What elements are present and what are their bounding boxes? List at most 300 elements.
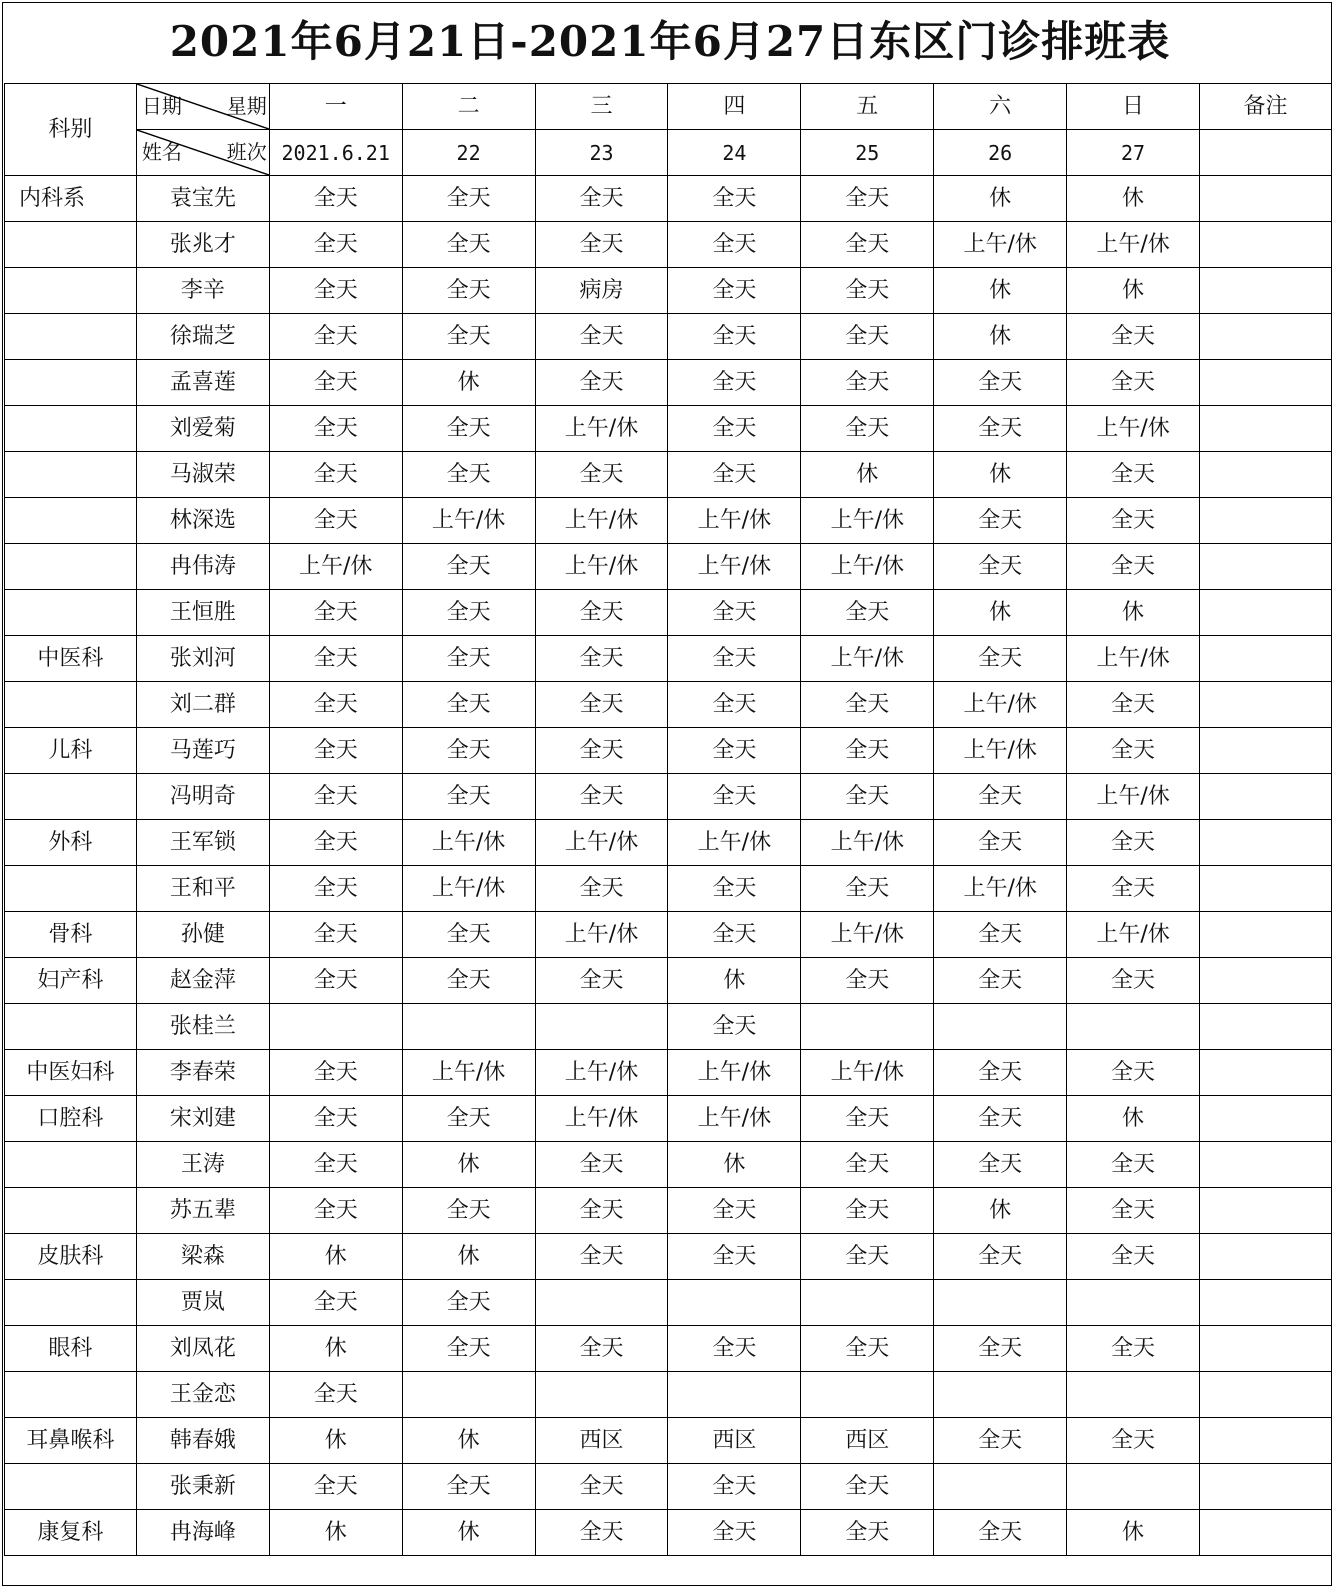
table-row: [5, 1372, 1332, 1418]
shift-cell: 全天: [801, 728, 934, 774]
shift-cell: 全天: [269, 820, 402, 866]
dept-cell: [5, 1142, 137, 1188]
shift-cell: 全天: [668, 360, 801, 406]
weekday-cell: 二: [402, 84, 535, 130]
shift-cell: 全天: [269, 728, 402, 774]
shift-cell: 全天: [269, 636, 402, 682]
shift-cell: 全天: [269, 314, 402, 360]
remark-cell: [1200, 1188, 1332, 1234]
remark-cell: [1200, 774, 1332, 820]
shift-cell: 全天: [402, 314, 535, 360]
shift-cell: 上午/休: [535, 820, 668, 866]
shift-cell: 全天: [269, 498, 402, 544]
shift-cell: 上午/休: [1067, 222, 1200, 268]
name-cell: 马淑荣: [136, 452, 269, 498]
remark-cell: [1200, 360, 1332, 406]
dept-cell: 内科系: [5, 176, 137, 222]
name-cell: 冯明奇: [136, 774, 269, 820]
shift-cell: [801, 1280, 934, 1326]
shift-cell: 全天: [668, 1510, 801, 1556]
shift-cell: 全天: [269, 912, 402, 958]
shift-cell: 全天: [934, 1096, 1067, 1142]
name-cell: 王涛: [136, 1142, 269, 1188]
remark-cell: [1200, 1234, 1332, 1280]
shift-cell: 全天: [801, 1142, 934, 1188]
shift-cell: 全天: [402, 452, 535, 498]
shift-cell: 全天: [668, 774, 801, 820]
name-label: 姓名: [141, 140, 182, 164]
remark-cell: [1200, 1280, 1332, 1326]
shift-cell: 全天: [535, 1142, 668, 1188]
shift-cell: [1067, 1372, 1200, 1418]
remark-cell: [1200, 682, 1332, 728]
shift-cell: 全天: [402, 1326, 535, 1372]
remark-cell: [1200, 498, 1332, 544]
shift-cell: 全天: [269, 360, 402, 406]
dept-cell: 皮肤科: [5, 1234, 137, 1280]
shift-cell: 全天: [269, 1280, 402, 1326]
dept-cell: [5, 406, 137, 452]
shift-cell: 全天: [934, 1050, 1067, 1096]
shift-cell: 全天: [535, 360, 668, 406]
shift-cell: 全天: [934, 1510, 1067, 1556]
shift-cell: 全天: [934, 544, 1067, 590]
remark-cell: [1200, 590, 1332, 636]
shift-cell: 全天: [668, 636, 801, 682]
dept-cell: [5, 360, 137, 406]
shift-cell: 全天: [934, 1234, 1067, 1280]
name-cell: 李春荣: [136, 1050, 269, 1096]
shift-cell: 全天: [1067, 1188, 1200, 1234]
name-cell: 贾岚: [136, 1280, 269, 1326]
shift-cell: 休: [269, 1418, 402, 1464]
shift-cell: 全天: [402, 1096, 535, 1142]
shift-cell: 休: [1067, 268, 1200, 314]
remark-cell: [1200, 1096, 1332, 1142]
shift-cell: 全天: [1067, 682, 1200, 728]
shift-cell: 全天: [801, 866, 934, 912]
shift-cell: 全天: [801, 682, 934, 728]
shift-cell: [402, 1372, 535, 1418]
shift-cell: 休: [269, 1234, 402, 1280]
shift-cell: 全天: [934, 912, 1067, 958]
shift-cell: 全天: [535, 1234, 668, 1280]
shift-cell: 上午/休: [668, 1050, 801, 1096]
shift-cell: 全天: [402, 1464, 535, 1510]
shift-cell: 全天: [801, 1188, 934, 1234]
table-row: [5, 912, 1332, 958]
shift-cell: 全天: [668, 1464, 801, 1510]
name-cell: 刘二群: [136, 682, 269, 728]
shift-cell: 休: [1067, 590, 1200, 636]
shift-cell: 上午/休: [1067, 636, 1200, 682]
date-cell: 2021.6.21: [269, 130, 402, 176]
page-title: 2021年6月21日-2021年6月27日东区门诊排班表: [169, 17, 1171, 66]
dept-cell: 中医妇科: [5, 1050, 137, 1096]
shift-cell: 全天: [1067, 498, 1200, 544]
dept-cell: [5, 314, 137, 360]
remark-cell: [1200, 544, 1332, 590]
shift-cell: 西区: [535, 1418, 668, 1464]
remark-cell: [1200, 222, 1332, 268]
dept-cell: 康复科: [5, 1510, 137, 1556]
shift-cell: 全天: [1067, 866, 1200, 912]
shift-cell: 全天: [269, 406, 402, 452]
table-row: [5, 1050, 1332, 1096]
table-row: [5, 1326, 1332, 1372]
date-cell: 26: [934, 130, 1067, 176]
shift-cell: [535, 1372, 668, 1418]
shift-cell: 全天: [269, 682, 402, 728]
remark-cell: [1200, 820, 1332, 866]
shift-cell: 全天: [668, 314, 801, 360]
shift-cell: [801, 1372, 934, 1418]
header-row-weekdays: [5, 84, 1332, 130]
header-row-dates: [5, 130, 1332, 176]
shift-cell: 上午/休: [535, 1096, 668, 1142]
shift-cell: 全天: [1067, 958, 1200, 1004]
shift-cell: 全天: [1067, 1234, 1200, 1280]
shift-cell: 全天: [1067, 1326, 1200, 1372]
name-shift-header: [136, 130, 269, 176]
shift-cell: 休: [269, 1326, 402, 1372]
shift-cell: 上午/休: [801, 1050, 934, 1096]
shift-cell: [269, 1004, 402, 1050]
shift-cell: 全天: [934, 1142, 1067, 1188]
shift-cell: 全天: [801, 774, 934, 820]
shift-cell: 全天: [668, 222, 801, 268]
table-row: [5, 820, 1332, 866]
table-row: [5, 1188, 1332, 1234]
remark-cell: [1200, 452, 1332, 498]
name-cell: 马莲巧: [136, 728, 269, 774]
shift-cell: 上午/休: [535, 498, 668, 544]
shift-cell: 全天: [269, 1050, 402, 1096]
shift-cell: 全天: [668, 1326, 801, 1372]
shift-cell: [934, 1464, 1067, 1510]
shift-cell: 上午/休: [535, 406, 668, 452]
shift-cell: 全天: [1067, 728, 1200, 774]
shift-cell: 全天: [934, 774, 1067, 820]
shift-cell: 全天: [668, 268, 801, 314]
table-row: [5, 544, 1332, 590]
shift-cell: [1067, 1464, 1200, 1510]
shift-cell: 全天: [269, 774, 402, 820]
dept-cell: [5, 222, 137, 268]
shift-cell: 上午/休: [1067, 912, 1200, 958]
dept-cell: 口腔科: [5, 1096, 137, 1142]
shift-cell: 休: [402, 360, 535, 406]
remark-cell: [1200, 912, 1332, 958]
table-row: [5, 176, 1332, 222]
name-cell: 王军锁: [136, 820, 269, 866]
dept-header-label: 科别: [48, 116, 93, 142]
shift-cell: 全天: [801, 958, 934, 1004]
shift-cell: 全天: [1067, 544, 1200, 590]
schedule-table: [4, 83, 1332, 1556]
date-label: 日期: [141, 94, 182, 118]
table-row: [5, 958, 1332, 1004]
shift-cell: 休: [1067, 1096, 1200, 1142]
remark-cell: [1200, 1142, 1332, 1188]
shift-cell: 全天: [402, 958, 535, 1004]
table-row: [5, 1510, 1332, 1556]
shift-cell: 上午/休: [535, 912, 668, 958]
shift-cell: 全天: [1067, 360, 1200, 406]
shift-cell: 休: [934, 314, 1067, 360]
shift-cell: 休: [934, 268, 1067, 314]
shift-cell: 全天: [402, 1188, 535, 1234]
date-cell: 24: [668, 130, 801, 176]
name-cell: 宋刘建: [136, 1096, 269, 1142]
table-row: [5, 682, 1332, 728]
shift-cell: 上午/休: [934, 682, 1067, 728]
dept-cell: [5, 498, 137, 544]
shift-cell: 全天: [801, 268, 934, 314]
shift-cell: 上午/休: [801, 498, 934, 544]
shift-cell: 全天: [535, 452, 668, 498]
shift-cell: 全天: [934, 820, 1067, 866]
shift-cell: 上午/休: [668, 820, 801, 866]
shift-cell: 上午/休: [402, 498, 535, 544]
shift-cell: 全天: [1067, 1418, 1200, 1464]
weekday-cell: 三: [535, 84, 668, 130]
shift-cell: 全天: [801, 314, 934, 360]
shift-cell: 全天: [535, 636, 668, 682]
shift-cell: 上午/休: [668, 498, 801, 544]
shift-cell: [402, 1004, 535, 1050]
remark-cell: [1200, 1418, 1332, 1464]
shift-cell: 全天: [535, 682, 668, 728]
shift-cell: 全天: [1067, 452, 1200, 498]
table-row: [5, 452, 1332, 498]
shift-cell: 上午/休: [535, 544, 668, 590]
name-cell: 林深选: [136, 498, 269, 544]
shift-cell: 全天: [269, 958, 402, 1004]
shift-cell: 上午/休: [668, 1096, 801, 1142]
dept-cell: [5, 1188, 137, 1234]
shift-cell: 休: [269, 1510, 402, 1556]
shift-cell: [801, 1004, 934, 1050]
shift-cell: 全天: [269, 1464, 402, 1510]
shift-cell: 上午/休: [402, 1050, 535, 1096]
shift-cell: 病房: [535, 268, 668, 314]
shift-cell: 全天: [668, 1188, 801, 1234]
remark-cell: [1200, 1464, 1332, 1510]
shift-cell: 上午/休: [801, 820, 934, 866]
shift-cell: 上午/休: [801, 544, 934, 590]
date-cell: 27: [1067, 130, 1200, 176]
name-cell: 徐瑞芝: [136, 314, 269, 360]
remark-cell: [1200, 1510, 1332, 1556]
name-cell: 梁森: [136, 1234, 269, 1280]
dept-cell: 儿科: [5, 728, 137, 774]
shift-cell: 全天: [402, 728, 535, 774]
name-cell: 王金恋: [136, 1372, 269, 1418]
shift-cell: 全天: [269, 1372, 402, 1418]
shift-cell: 全天: [668, 1234, 801, 1280]
name-cell: 苏五辈: [136, 1188, 269, 1234]
shift-cell: 全天: [269, 176, 402, 222]
table-row: [5, 1234, 1332, 1280]
dept-cell: [5, 1372, 137, 1418]
shift-cell: [668, 1280, 801, 1326]
dept-cell: [5, 1280, 137, 1326]
shift-cell: 休: [801, 452, 934, 498]
dept-cell: 耳鼻喉科: [5, 1418, 137, 1464]
shift-cell: 全天: [402, 774, 535, 820]
shift-cell: [668, 1372, 801, 1418]
name-cell: 张刘河: [136, 636, 269, 682]
shift-cell: [1067, 1004, 1200, 1050]
shift-cell: 全天: [934, 958, 1067, 1004]
shift-cell: 全天: [801, 360, 934, 406]
shift-cell: 全天: [1067, 1050, 1200, 1096]
remark-cell: [1200, 314, 1332, 360]
shift-cell: 全天: [1067, 820, 1200, 866]
shift-cell: [934, 1004, 1067, 1050]
name-cell: 冉伟涛: [136, 544, 269, 590]
remark-cell: [1200, 1050, 1332, 1096]
table-row: [5, 866, 1332, 912]
weekday-cell: 日: [1067, 84, 1200, 130]
shift-cell: 全天: [269, 866, 402, 912]
dept-cell: [5, 682, 137, 728]
name-cell: 张兆才: [136, 222, 269, 268]
shift-cell: 全天: [269, 452, 402, 498]
shift-cell: 全天: [402, 590, 535, 636]
remark-cell: [1200, 1372, 1332, 1418]
shift-cell: [1067, 1280, 1200, 1326]
shift-cell: 全天: [402, 544, 535, 590]
shift-cell: 全天: [934, 636, 1067, 682]
table-row: [5, 406, 1332, 452]
shift-cell: 全天: [402, 912, 535, 958]
shift-cell: 全天: [402, 268, 535, 314]
table-row: [5, 590, 1332, 636]
remark-cell: [1200, 268, 1332, 314]
dept-cell: 眼科: [5, 1326, 137, 1372]
shift-cell: 全天: [801, 590, 934, 636]
table-row: [5, 1418, 1332, 1464]
shift-cell: 全天: [535, 728, 668, 774]
name-cell: 张桂兰: [136, 1004, 269, 1050]
name-cell: 孟喜莲: [136, 360, 269, 406]
dept-cell: [5, 866, 137, 912]
shift-cell: 全天: [535, 1188, 668, 1234]
shift-cell: 全天: [801, 1326, 934, 1372]
shift-cell: 全天: [801, 406, 934, 452]
table-row: [5, 360, 1332, 406]
shift-cell: 全天: [402, 176, 535, 222]
weekday-cell: 六: [934, 84, 1067, 130]
shift-cell: 全天: [402, 406, 535, 452]
shift-cell: [535, 1280, 668, 1326]
remark-cell: [1200, 728, 1332, 774]
shift-cell: 休: [668, 1142, 801, 1188]
shift-cell: 全天: [934, 1418, 1067, 1464]
shift-cell: 全天: [934, 498, 1067, 544]
shift-cell: 全天: [402, 636, 535, 682]
shift-cell: 休: [934, 452, 1067, 498]
shift-cell: 全天: [668, 176, 801, 222]
dept-cell: [5, 590, 137, 636]
shift-cell: 上午/休: [402, 820, 535, 866]
table-row: [5, 498, 1332, 544]
name-cell: 张秉新: [136, 1464, 269, 1510]
shift-cell: 全天: [269, 590, 402, 636]
remark-header: 备注: [1200, 84, 1332, 130]
shift-cell: 上午/休: [402, 866, 535, 912]
shift-cell: 全天: [1067, 1142, 1200, 1188]
shift-cell: 休: [402, 1142, 535, 1188]
shift-cell: 上午/休: [801, 912, 934, 958]
shift-cell: 全天: [668, 682, 801, 728]
shift-cell: 上午/休: [535, 1050, 668, 1096]
shift-cell: 全天: [535, 1510, 668, 1556]
table-row: [5, 636, 1332, 682]
shift-cell: 上午/休: [801, 636, 934, 682]
shift-cell: 西区: [668, 1418, 801, 1464]
table-row: [5, 314, 1332, 360]
table-row: [5, 728, 1332, 774]
shift-cell: 全天: [801, 176, 934, 222]
shift-cell: 全天: [668, 406, 801, 452]
name-cell: 刘爱菊: [136, 406, 269, 452]
shift-cell: 休: [934, 176, 1067, 222]
shift-cell: 全天: [668, 912, 801, 958]
shift-cell: 全天: [934, 406, 1067, 452]
dept-cell: 骨科: [5, 912, 137, 958]
shift-cell: 全天: [668, 452, 801, 498]
shift-cell: 休: [402, 1234, 535, 1280]
weekday-label: 星期: [226, 94, 267, 118]
name-cell: 赵金萍: [136, 958, 269, 1004]
shift-cell: 上午/休: [1067, 406, 1200, 452]
shift-cell: 全天: [269, 1188, 402, 1234]
date-cell: 22: [402, 130, 535, 176]
shift-cell: 休: [402, 1418, 535, 1464]
shift-cell: 全天: [668, 1004, 801, 1050]
shift-cell: 休: [1067, 1510, 1200, 1556]
table-row: [5, 1142, 1332, 1188]
remark-cell: [1200, 1326, 1332, 1372]
shift-cell: 全天: [535, 774, 668, 820]
shift-cell: 上午/休: [1067, 774, 1200, 820]
dept-header: [5, 84, 137, 176]
date-cell: 23: [535, 130, 668, 176]
date-cell: 25: [801, 130, 934, 176]
shift-cell: 全天: [801, 1096, 934, 1142]
dept-cell: [5, 1004, 137, 1050]
shift-cell: 全天: [269, 1142, 402, 1188]
shift-cell: [535, 1004, 668, 1050]
table-row: [5, 774, 1332, 820]
dept-cell: 外科: [5, 820, 137, 866]
name-cell: 孙健: [136, 912, 269, 958]
shift-cell: 休: [934, 590, 1067, 636]
shift-cell: 全天: [535, 176, 668, 222]
weekday-cell: 五: [801, 84, 934, 130]
name-cell: 韩春娥: [136, 1418, 269, 1464]
shift-cell: 全天: [535, 222, 668, 268]
table-row: [5, 1096, 1332, 1142]
shift-cell: 全天: [402, 682, 535, 728]
table-row: [5, 1464, 1332, 1510]
remark-cell: [1200, 1004, 1332, 1050]
shift-cell: 上午/休: [668, 544, 801, 590]
shift-cell: 全天: [402, 1280, 535, 1326]
